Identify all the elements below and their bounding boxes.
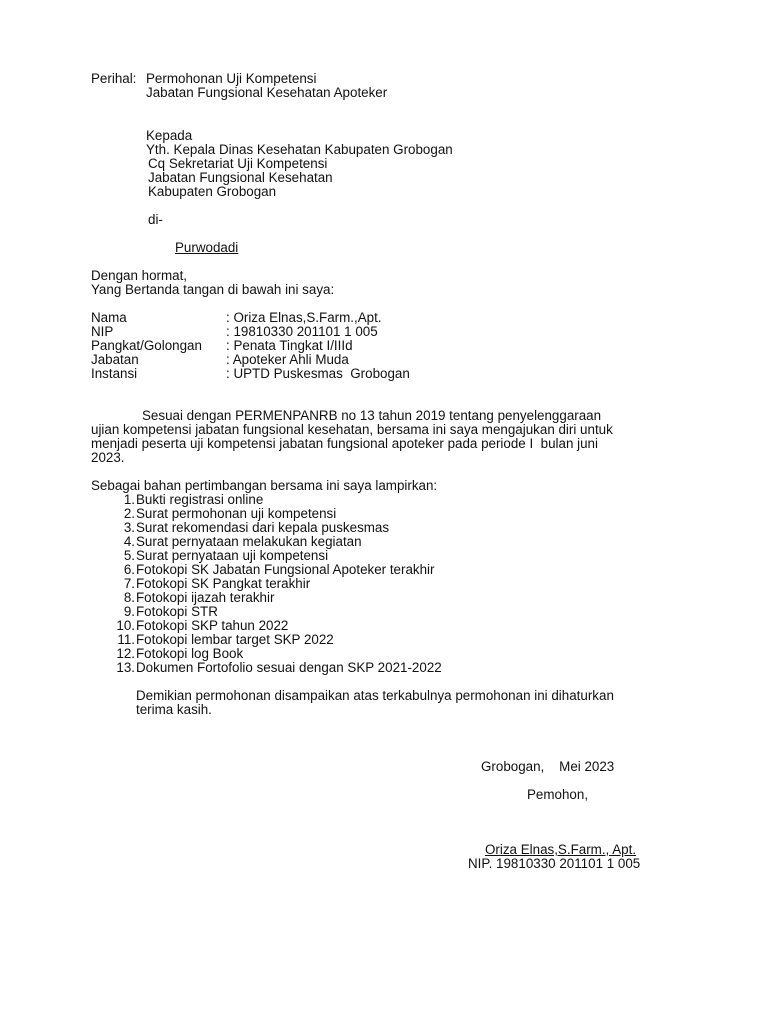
identity-value: : Apoteker Ahli Muda: [226, 352, 349, 367]
list-item: Fotokopi lembar target SKP 2022: [136, 632, 334, 647]
list-item-number: 9.: [123, 604, 135, 619]
recipient-line-3: Jabatan Fungsional Kesehatan: [148, 170, 333, 185]
body-line-1: Sesuai dengan PERMENPANRB no 13 tahun 2019 tentang penyelenggaraan: [142, 408, 602, 423]
attachments-intro: Sebagai bahan pertimbangan bersama ini saya lampirkan:: [91, 478, 438, 493]
body-line-4: 2023.: [91, 450, 125, 465]
list-item-number: 3.: [123, 520, 135, 535]
list-item-number: 4.: [123, 534, 135, 549]
list-item-number: 6.: [123, 562, 135, 577]
identity-label: Pangkat/Golongan: [91, 338, 202, 353]
body-line-2: ujian kompetensi jabatan fungsional kesehatan, bersama ini saya mengajukan diri untuk: [91, 422, 613, 437]
subject-line-1: Permohonan Uji Kompetensi: [146, 71, 317, 86]
list-item-number: 7.: [123, 576, 135, 591]
recipient-kepada: Kepada: [146, 128, 193, 143]
list-item: Fotokopi STR: [136, 604, 218, 619]
list-item-number: 13.: [116, 660, 135, 675]
identity-label: Nama: [91, 310, 127, 325]
identity-value: : 19810330 201101 1 005: [226, 324, 378, 339]
identity-label: Jabatan: [91, 352, 139, 367]
list-item: Surat pernyataan melakukan kegiatan: [136, 534, 362, 549]
list-item: Fotokopi ijazah terakhir: [136, 590, 275, 605]
greeting-hormat: Dengan hormat,: [91, 268, 188, 283]
greeting-intro: Yang Bertanda tangan di bawah ini saya:: [91, 282, 335, 297]
identity-value: : Oriza Elnas,S.Farm.,Apt.: [226, 310, 382, 325]
list-item: Dokumen Fortofolio sesuai dengan SKP 2021-2022: [136, 660, 442, 675]
closing-line-1: Demikian permohonan disampaikan atas terkabulnya permohonan ini dihaturkan: [136, 688, 614, 703]
body-line-3: menjadi peserta uji kompetensi jabatan fungsional apoteker pada periode I bulan juni: [91, 436, 598, 451]
identity-value: : Penata Tingkat I/IIId: [226, 338, 353, 353]
list-item-number: 2.: [123, 506, 135, 521]
subject-label: Perihal:: [91, 71, 137, 86]
signature-place-date: Grobogan, Mei 2023: [481, 759, 615, 774]
list-item: Fotokopi SKP tahun 2022: [136, 618, 289, 633]
list-item: Bukti registrasi online: [136, 492, 264, 507]
list-item-number: 1.: [123, 492, 135, 507]
recipient-line-4: Kabupaten Grobogan: [148, 184, 277, 199]
closing-line-2: terima kasih.: [136, 702, 212, 717]
list-item: Fotokopi SK Jabatan Fungsional Apoteker terakhir: [136, 562, 435, 577]
subject-line-2: Jabatan Fungsional Kesehatan Apoteker: [146, 85, 388, 100]
recipient-line-2: Cq Sekretariat Uji Kompetensi: [148, 156, 328, 171]
identity-label: Instansi: [91, 366, 138, 381]
identity-value: : UPTD Puskesmas Grobogan: [226, 366, 410, 381]
list-item-number: 11.: [117, 632, 135, 647]
list-item: Fotokopi log Book: [136, 646, 244, 661]
list-item: Fotokopi SK Pangkat terakhir: [136, 576, 311, 591]
recipient-city: Purwodadi: [175, 240, 239, 255]
list-item: Surat rekomendasi dari kepala puskesmas: [136, 520, 390, 535]
list-item-number: 12.: [116, 646, 135, 661]
signature-name: Oriza Elnas,S.Farm., Apt.: [485, 842, 637, 857]
list-item: Surat permohonan uji kompetensi: [136, 506, 337, 521]
list-item: Surat pernyataan uji kompetensi: [136, 548, 329, 563]
list-item-number: 8.: [123, 590, 135, 605]
signature-role: Pemohon,: [527, 787, 589, 802]
identity-label: NIP: [91, 324, 114, 339]
list-item-number: 5.: [123, 548, 135, 563]
list-item-number: 10.: [116, 618, 135, 633]
recipient-line-1: Yth. Kepala Dinas Kesehatan Kabupaten Grobogan: [146, 142, 453, 157]
signature-nip: NIP. 19810330 201101 1 005: [468, 856, 641, 871]
recipient-di: di-: [148, 212, 163, 227]
